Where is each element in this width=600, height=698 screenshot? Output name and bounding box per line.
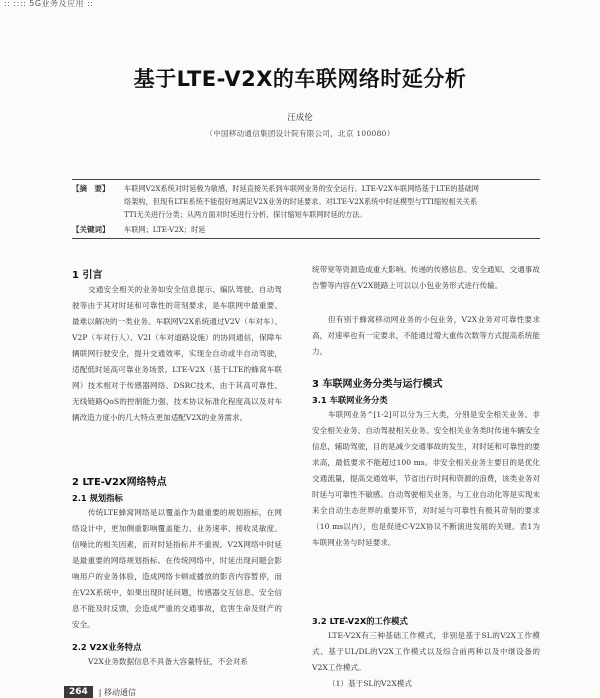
abstract-row bbox=[72, 182, 540, 221]
section-3-1-paragraph: 车联网业务^[1-2]可以分为三大类，分别是安全相关业务、非安全相关业务、自动驾驶相关业务。安全相关业务类时传递车辆安全信息，辅助驾驶，目的是减少交通事故的发生，对时延和可靠性的要求高，最低要求不能超过100 ms。非安全相关业务主要目的是优化交通流量，提高交通效率，节省出行时间和资源的浪费，该类业务对时延与可靠性不敏感。自动驾驶相关业务，与工业自动化等是实现未来全自动生态世界的重要环节，对时延与可靠性有极其苛刻的要求（10 ms以内），也是促进C-V2X协议不断演进发展的关键。表1为车联网业务与时延要求。 bbox=[312, 410, 540, 547]
keywords-text: 车联网；LTE-V2X；时延 bbox=[124, 225, 206, 234]
section-3-1-heading: 3.1 车联网业务分类 bbox=[312, 395, 388, 405]
abstract-box bbox=[72, 179, 540, 239]
affiliation: （中国移动通信集团设计院有限公司，北京 100080） bbox=[205, 129, 395, 138]
section-2-2-heading: 2.2 V2X业务特点 bbox=[72, 642, 142, 652]
abstract-line: 络架构，但现有LTE系统不能很好地满足V2X业务的时延要求。对LTE-V2X系统中时延模型与TTI缩短相关关系 bbox=[124, 197, 478, 206]
running-header: :: :::: 5G业务及应用 :: bbox=[4, 0, 94, 8]
author: 汪成伦 bbox=[287, 113, 313, 123]
right-paragraph-continued: 统带宽等资源造成重大影响。传递的传感信息、安全通知、交通事故告警等内容在V2X链路上可以以小包业务形式进行传输。 bbox=[312, 265, 540, 290]
keywords-label: 【关键词】 bbox=[72, 225, 110, 234]
abstract-line: 车联网V2X系统对时延极为敏感，时延直接关系到车联网业务的安全运行。LTE-V2X车联网络基于LTE的基础网 bbox=[124, 184, 479, 193]
abstract-text bbox=[124, 182, 540, 221]
abstract-label: 【摘 要】 bbox=[72, 184, 110, 193]
keywords-row bbox=[72, 223, 540, 236]
section-2-1-paragraph: 传统LTE蜂窝网络是以覆盖作为最重要的规划指标，在网络设计中，更加侧重影响覆盖能力、业务速率、接收灵敏度、信噪比的相关因素，而对时延指标并不重视。V2X网络中时延是最重要的网络规划指标。在传统网络中，时延出现问题会影响用户的业务体验，造成网络卡顿或播放的影音内容暂停，而在V2X系统中，如果出现时延问题，传感器交互信息、安全信息不能及时反馈，会造成严重的交通事故，危害生命及财产的安全。 bbox=[72, 508, 282, 629]
section-3-heading: 3 车联网业务分类与运行模式 bbox=[312, 379, 443, 390]
page-number: 264 bbox=[64, 686, 93, 698]
section-1-heading: 1 引言 bbox=[72, 270, 103, 281]
section-3-2-heading: 3.2 LTE-V2X的工作模式 bbox=[312, 616, 408, 626]
section-1-paragraph: 交通安全相关的业务如安全信息提示、编队驾驶、自动驾驶等由于其对时延和可靠性的苛刻要求，是车联网中最重要、最难以解决的一类业务。车联网V2X系统通过V2V（车对车）、V2P（车对行人）、V2I（车对道路设施）的协同通信，保障车辆联网行驶安全，提升交通效率，实现全自动或半自动驾驶，适配低时延高可靠业务场景。LTE-V2X（基于LTE的蜂窝车联网）技术相对于传感器网络、DSRC技术，由于其高可靠性、无线链路QoS的控制能力强、技术协议标准化程度高以及对车辆改造力度小的几大特点更加适配V2X的业务需求。 bbox=[72, 285, 282, 422]
section-2-1-heading: 2.1 规划指标 bbox=[72, 493, 123, 503]
section-3-2-paragraph: LTE-V2X有三种基础工作模式，非别是基于SL的V2X工作模式、基于UL/DL的V2X工作模式以及综合前两种以及中继设备的V2X工作模式。 bbox=[312, 631, 540, 672]
journal-name: | 移动通信 bbox=[98, 687, 137, 697]
section-2-heading: 2 LTE-V2X网络特点 bbox=[72, 477, 167, 488]
abstract-bottom-rule bbox=[72, 238, 540, 239]
right-paragraph-2: 但有别于蜂窝移动网业务的小包业务，V2X业务对可靠性要求高，对速率也有一定要求，不能通过增大重传次数等方式提高系统能力。 bbox=[312, 315, 540, 356]
section-3-2-list-item: （1）基于SL的V2X模式 bbox=[328, 679, 412, 688]
paper-title: 基于LTE-V2X的车联网络时延分析 bbox=[133, 67, 467, 91]
abstract-line: TTI无关进行分类；从两方面对时延进行分析，探讨缩短车联网时延的方法。 bbox=[124, 210, 367, 219]
section-2-2-paragraph: V2X业务数据信息不具备大容量特征，不会对系 bbox=[88, 657, 249, 666]
page-footer bbox=[64, 686, 136, 698]
abstract-top-rule bbox=[72, 179, 540, 180]
